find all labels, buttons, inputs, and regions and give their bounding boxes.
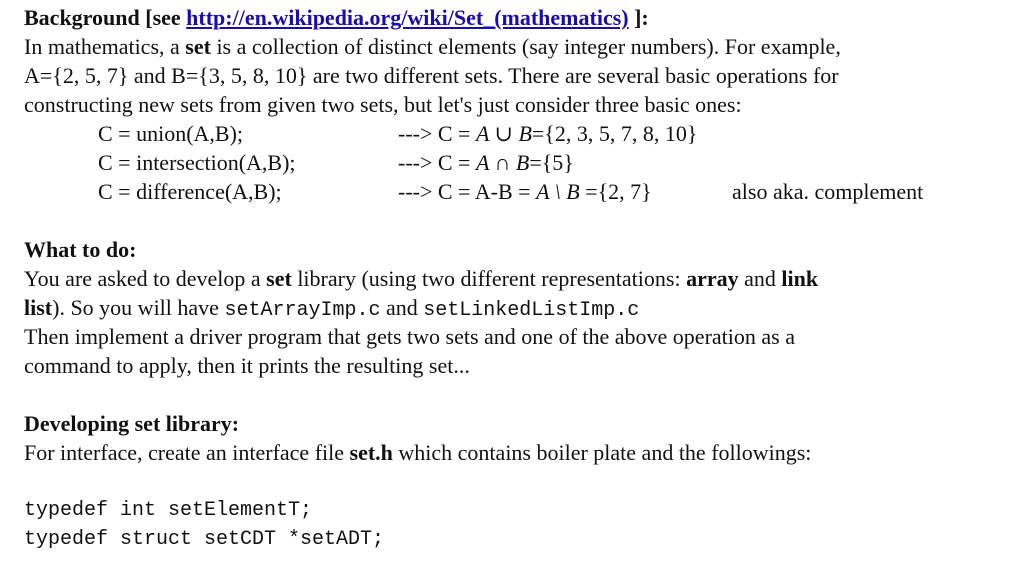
operation-row-union — [24, 119, 1014, 148]
text-span: ---> C = — [398, 121, 476, 146]
filename-linkedlist-impl: setLinkedListImp.c — [423, 299, 640, 322]
text-span: ). So you will have — [52, 295, 225, 320]
spacer — [24, 380, 1014, 409]
code-line-typedef-adt: typedef struct setCDT *setADT; — [24, 528, 385, 551]
spacer — [24, 206, 1014, 235]
set-expression: A ∩ B — [475, 150, 530, 175]
operation-call: C = union(A,B); — [98, 121, 244, 146]
bold-term-link: link — [781, 266, 819, 291]
text-span: ---> C = — [398, 150, 476, 175]
background-line-2: A={2, 5, 7} and B={3, 5, 8, 10} are two different sets. There are several basic operations for — [24, 63, 839, 88]
text-span: ---> C = A-B = — [398, 179, 537, 204]
operation-row-difference — [24, 177, 1014, 206]
operation-call: C = difference(A,B); — [98, 179, 282, 204]
what-to-do-line-3: Then implement a driver program that gets two sets and one of the above operation as a — [24, 324, 795, 349]
what-to-do-line-4: command to apply, then it prints the resulting set... — [24, 353, 470, 378]
text-span: You are asked to develop a — [24, 266, 267, 291]
bold-term-set: set — [185, 34, 211, 59]
spacer — [24, 467, 1014, 496]
bold-filename-set-h: set.h — [349, 440, 393, 465]
background-line-3: constructing new sets from given two sets, but let's just consider three basic ones: — [24, 92, 742, 117]
set-expression: A \ B — [536, 179, 580, 204]
what-to-do-heading: What to do: — [24, 237, 137, 262]
text-span: and — [380, 295, 424, 320]
operation-result — [398, 148, 574, 177]
bold-term-list: list — [24, 295, 53, 320]
bold-term-array: array — [686, 266, 739, 291]
complement-note: also aka. complement — [732, 179, 924, 204]
operation-result — [398, 177, 652, 206]
operation-call: C = intersection(A,B); — [98, 150, 296, 175]
set-expression: A ∪ B — [475, 121, 532, 146]
text-span: ={2, 3, 5, 7, 8, 10} — [531, 121, 698, 146]
what-to-do-line-2 — [24, 293, 1014, 322]
text-span: For interface, create an interface file — [24, 440, 350, 465]
developing-heading: Developing set library: — [24, 411, 240, 436]
text-span: and — [738, 266, 782, 291]
background-heading-suffix: ]: — [628, 5, 649, 30]
operation-row-intersection — [24, 148, 1014, 177]
what-to-do-line-1 — [24, 264, 1014, 293]
text-span: is a collection of distinct elements (say integer numbers). For example, — [210, 34, 841, 59]
background-line-1 — [24, 32, 1014, 61]
wikipedia-set-link[interactable]: http://en.wikipedia.org/wiki/Set_(mathematics) — [186, 5, 629, 30]
text-span: ={5} — [529, 150, 574, 175]
code-line-typedef-element: typedef int setElementT; — [24, 499, 313, 522]
background-heading-prefix: Background [see — [24, 5, 187, 30]
text-span: which contains boiler plate and the followings: — [392, 440, 812, 465]
document-page — [24, 3, 1014, 554]
filename-array-impl: setArrayImp.c — [224, 299, 381, 322]
background-heading — [24, 3, 1014, 32]
text-span: library (using two different representations: — [291, 266, 687, 291]
text-span: ={2, 7} — [579, 179, 652, 204]
bold-term-set: set — [266, 266, 292, 291]
operation-result — [398, 119, 697, 148]
developing-line-1 — [24, 438, 1014, 467]
text-span: In mathematics, a — [24, 34, 186, 59]
